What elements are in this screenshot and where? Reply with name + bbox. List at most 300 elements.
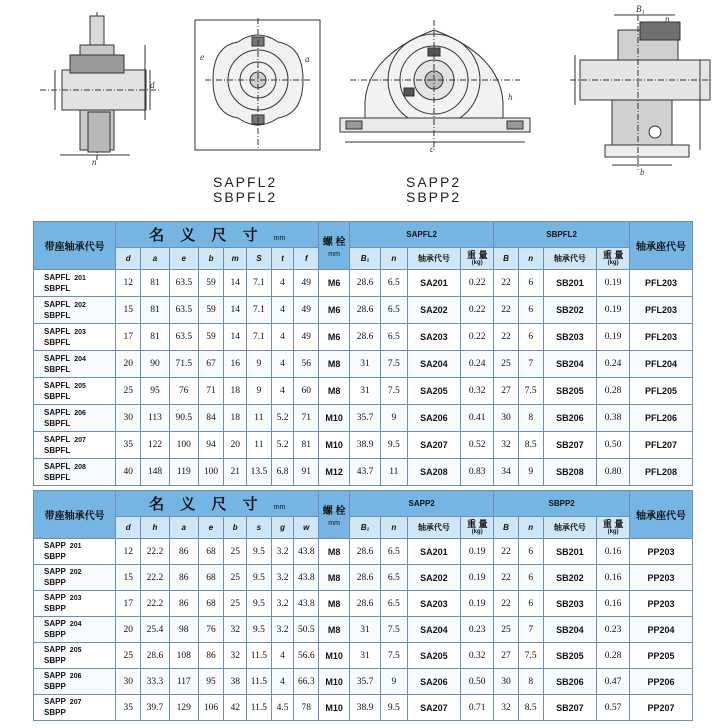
b-series-cell: SB205 bbox=[543, 643, 597, 669]
a-series-cell: 0.71 bbox=[461, 695, 494, 721]
flange-side-view bbox=[40, 12, 160, 160]
t2-bolt-title-text: 螺 栓 bbox=[322, 505, 346, 517]
dim-cell: 113 bbox=[141, 405, 170, 432]
b-series-cell: 0.19 bbox=[597, 324, 630, 351]
b-series-cell: 0.28 bbox=[597, 378, 630, 405]
dim-cell: 71 bbox=[294, 405, 319, 432]
t1-dim-col-1: a bbox=[141, 248, 170, 270]
b-series-cell: 7 bbox=[518, 617, 543, 643]
bearing-code-cell bbox=[34, 297, 116, 324]
a-series-cell: 28.6 bbox=[350, 565, 381, 591]
housing-code-cell: PFL203 bbox=[630, 297, 693, 324]
t2-dim-col-3: e bbox=[198, 517, 224, 539]
dim-cell: 14 bbox=[224, 297, 247, 324]
bearing-code-a: SAPP bbox=[44, 671, 66, 680]
t1-dim-title-text: 名 义 尺 寸 bbox=[149, 227, 264, 244]
a-series-cell: 0.22 bbox=[461, 297, 494, 324]
t2-dim-col-4: b bbox=[224, 517, 247, 539]
b-series-cell: 7.5 bbox=[518, 378, 543, 405]
t1-a-col-0: B₁ bbox=[350, 248, 381, 270]
b-series-cell: 22 bbox=[494, 324, 519, 351]
a-series-cell: 6.5 bbox=[380, 565, 407, 591]
b-series-cell: SB207 bbox=[543, 432, 597, 459]
bearing-code-a: SAPFL bbox=[44, 461, 71, 471]
dim-cell: 148 bbox=[141, 459, 170, 486]
t1-bolt-title-text: 螺 栓 bbox=[322, 236, 346, 248]
dim-cell: 38 bbox=[224, 669, 247, 695]
t2-b-weight-label: 重 量 bbox=[602, 519, 624, 529]
b-series-cell: 8 bbox=[518, 405, 543, 432]
b-series-cell: SB203 bbox=[543, 324, 597, 351]
dim-cell: 15 bbox=[116, 297, 141, 324]
a-series-cell: 0.41 bbox=[461, 405, 494, 432]
b-series-cell: 0.16 bbox=[597, 539, 630, 565]
a-series-cell: SA205 bbox=[407, 643, 461, 669]
b-series-cell: 34 bbox=[494, 459, 519, 486]
t2-b-col-1: n bbox=[518, 517, 543, 539]
housing-code-cell: PFL206 bbox=[630, 405, 693, 432]
t1-dim-col-5: S bbox=[247, 248, 272, 270]
dim-cell: 9.5 bbox=[247, 565, 272, 591]
a-series-cell: 0.22 bbox=[461, 270, 494, 297]
a-series-cell: 38.9 bbox=[350, 432, 381, 459]
dim-cell: 68 bbox=[198, 539, 224, 565]
b-series-cell: SB204 bbox=[543, 617, 597, 643]
bearing-code-a: SAPP bbox=[44, 593, 66, 602]
b-series-cell: 0.16 bbox=[597, 565, 630, 591]
bearing-code-a: SAPFL bbox=[44, 434, 71, 444]
a-series-cell: SA208 bbox=[407, 459, 461, 486]
dim-cell: 106 bbox=[198, 695, 224, 721]
b-series-cell: 7.5 bbox=[518, 643, 543, 669]
dim-cell: 43.8 bbox=[294, 539, 319, 565]
bearing-code-cell bbox=[34, 695, 116, 721]
dim-cell: 25 bbox=[224, 565, 247, 591]
b-series-cell: SB204 bbox=[543, 351, 597, 378]
t2-dim-col-6: g bbox=[271, 517, 294, 539]
b-series-cell: 0.16 bbox=[597, 591, 630, 617]
t2-dim-col-0: d bbox=[116, 517, 141, 539]
b-series-cell: 8 bbox=[518, 669, 543, 695]
dim-cell: 60 bbox=[294, 378, 319, 405]
a-series-cell: 0.24 bbox=[461, 351, 494, 378]
bearing-code-cell bbox=[34, 669, 116, 695]
table-row bbox=[34, 617, 693, 643]
bolt-cell: M8 bbox=[319, 539, 350, 565]
dim-cell: 71.5 bbox=[169, 351, 198, 378]
bearing-code-cell bbox=[34, 324, 116, 351]
a-series-cell: 28.6 bbox=[350, 270, 381, 297]
bearing-code-number: 203 bbox=[69, 595, 82, 602]
b-series-cell: SB205 bbox=[543, 378, 597, 405]
a-series-cell: 28.6 bbox=[350, 297, 381, 324]
t2-dim-title bbox=[116, 491, 319, 517]
b-series-cell: 25 bbox=[494, 617, 519, 643]
bearing-code-cell bbox=[34, 459, 116, 486]
b-series-cell: 32 bbox=[494, 432, 519, 459]
a-series-cell: 11 bbox=[380, 459, 407, 486]
t2-a-weight-col bbox=[461, 517, 494, 539]
bearing-code-b: SBPFL bbox=[44, 364, 71, 374]
a-series-cell: SA204 bbox=[407, 617, 461, 643]
dim-cell: 14 bbox=[224, 270, 247, 297]
a-series-cell: SA207 bbox=[407, 432, 461, 459]
b-series-cell: 6 bbox=[518, 591, 543, 617]
a-series-cell: 43.7 bbox=[350, 459, 381, 486]
bolt-cell: M10 bbox=[319, 643, 350, 669]
t1-b-col-1: n bbox=[518, 248, 543, 270]
dim-cell: 33.3 bbox=[141, 669, 170, 695]
a-series-cell: SA206 bbox=[407, 669, 461, 695]
b-series-cell: SB201 bbox=[543, 539, 597, 565]
dim-cell: 25 bbox=[116, 643, 141, 669]
t1-bolt-unit: mm bbox=[328, 250, 340, 258]
bearing-code-a: SAPFL bbox=[44, 299, 71, 309]
t1-b-weight-unit: (kg) bbox=[607, 260, 619, 266]
label-d-flange: d bbox=[150, 80, 155, 90]
t1-b-weight-label: 重 量 bbox=[602, 250, 624, 260]
bearing-code-a: SAPP bbox=[44, 645, 66, 654]
a-series-cell: 35.7 bbox=[350, 405, 381, 432]
housing-code-cell: PP203 bbox=[630, 539, 693, 565]
bearing-code-cell bbox=[34, 539, 116, 565]
dim-cell: 14 bbox=[224, 324, 247, 351]
t1-b-col-2: 轴承代号 bbox=[543, 248, 597, 270]
t1-dim-col-3: b bbox=[198, 248, 224, 270]
table-row bbox=[34, 539, 693, 565]
bearing-code-cell bbox=[34, 643, 116, 669]
a-series-cell: 7.5 bbox=[380, 617, 407, 643]
t1-b-weight-col bbox=[597, 248, 630, 270]
t1-a-col-1: n bbox=[380, 248, 407, 270]
label-e-flange: e bbox=[200, 52, 204, 62]
b-series-cell: 0.19 bbox=[597, 270, 630, 297]
bolt-cell: M10 bbox=[319, 405, 350, 432]
technical-drawings bbox=[0, 0, 713, 215]
a-series-cell: 0.83 bbox=[461, 459, 494, 486]
table-row bbox=[34, 669, 693, 695]
bearing-code-cell bbox=[34, 405, 116, 432]
bearing-code-number: 203 bbox=[74, 328, 86, 336]
a-series-cell: 6.5 bbox=[380, 591, 407, 617]
flange-spec-table bbox=[33, 221, 693, 486]
dim-cell: 11.5 bbox=[247, 695, 272, 721]
dim-cell: 59 bbox=[198, 270, 224, 297]
table-row bbox=[34, 297, 693, 324]
bearing-code-number: 206 bbox=[69, 673, 82, 680]
a-series-cell: 28.6 bbox=[350, 591, 381, 617]
bolt-cell: M8 bbox=[319, 565, 350, 591]
a-series-cell: 0.22 bbox=[461, 324, 494, 351]
dim-cell: 20 bbox=[116, 351, 141, 378]
bearing-code-number: 205 bbox=[74, 382, 86, 390]
t2-a-col-2: 轴承代号 bbox=[407, 517, 461, 539]
a-series-cell: 0.19 bbox=[461, 565, 494, 591]
table-row bbox=[34, 270, 693, 297]
caption-pillow-line2: SBPP2 bbox=[406, 189, 462, 205]
label-a-flange: a bbox=[305, 54, 310, 64]
bearing-code-number: 206 bbox=[74, 409, 86, 417]
t2-b-col-0: B bbox=[494, 517, 519, 539]
b-series-cell: 22 bbox=[494, 591, 519, 617]
dim-cell: 91 bbox=[294, 459, 319, 486]
dim-cell: 59 bbox=[198, 297, 224, 324]
dim-cell: 50.5 bbox=[294, 617, 319, 643]
dim-cell: 3.2 bbox=[271, 539, 294, 565]
a-series-cell: 0.23 bbox=[461, 617, 494, 643]
dim-cell: 11 bbox=[247, 405, 272, 432]
bearing-code-number: 201 bbox=[74, 274, 86, 282]
a-series-cell: 0.19 bbox=[461, 539, 494, 565]
bearing-code-cell bbox=[34, 591, 116, 617]
table-row bbox=[34, 643, 693, 669]
dim-cell: 81 bbox=[141, 270, 170, 297]
dim-cell: 122 bbox=[141, 432, 170, 459]
dim-cell: 3.2 bbox=[271, 591, 294, 617]
bolt-cell: M10 bbox=[319, 669, 350, 695]
housing-code-cell: PP203 bbox=[630, 591, 693, 617]
bolt-cell: M6 bbox=[319, 324, 350, 351]
b-series-cell: 0.19 bbox=[597, 297, 630, 324]
table-row bbox=[34, 378, 693, 405]
bolt-cell: M10 bbox=[319, 432, 350, 459]
bearing-code-b: SBPP bbox=[44, 708, 66, 717]
dim-cell: 81 bbox=[294, 432, 319, 459]
dim-cell: 9.5 bbox=[247, 539, 272, 565]
t2-dim-col-2: a bbox=[169, 517, 198, 539]
t2-group-b: SBPP2 bbox=[494, 491, 630, 517]
bolt-cell: M6 bbox=[319, 270, 350, 297]
bearing-code-number: 207 bbox=[74, 436, 86, 444]
a-series-cell: 31 bbox=[350, 643, 381, 669]
a-series-cell: 7.5 bbox=[380, 378, 407, 405]
t2-dim-title-text: 名 义 尺 寸 bbox=[149, 496, 264, 513]
b-series-cell: 22 bbox=[494, 565, 519, 591]
dim-cell: 117 bbox=[169, 669, 198, 695]
dim-cell: 16 bbox=[224, 351, 247, 378]
t2-housing-title: 轴承座代号 bbox=[630, 491, 693, 539]
dim-cell: 7.1 bbox=[247, 297, 272, 324]
dim-cell: 20 bbox=[224, 432, 247, 459]
dim-cell: 7.1 bbox=[247, 270, 272, 297]
dim-cell: 42 bbox=[224, 695, 247, 721]
bearing-code-cell bbox=[34, 378, 116, 405]
dim-cell: 22.2 bbox=[141, 565, 170, 591]
t1-group-a: SAPFL2 bbox=[350, 222, 494, 248]
bearing-code-b: SBPP bbox=[44, 656, 66, 665]
a-series-cell: SA202 bbox=[407, 565, 461, 591]
a-series-cell: SA201 bbox=[407, 270, 461, 297]
bearing-code-number: 202 bbox=[69, 569, 82, 576]
table-row bbox=[34, 351, 693, 378]
dim-cell: 25.4 bbox=[141, 617, 170, 643]
bolt-cell: M10 bbox=[319, 695, 350, 721]
housing-code-cell: PP205 bbox=[630, 643, 693, 669]
b-series-cell: 0.80 bbox=[597, 459, 630, 486]
t2-group-a: SAPP2 bbox=[350, 491, 494, 517]
caption-pillow-line1: SAPP2 bbox=[406, 174, 462, 190]
b-series-cell: 9 bbox=[518, 459, 543, 486]
bearing-code-number: 204 bbox=[74, 355, 86, 363]
t2-dim-col-1: h bbox=[141, 517, 170, 539]
a-series-cell: SA203 bbox=[407, 591, 461, 617]
t2-code-title: 带座轴承代号 bbox=[34, 491, 116, 539]
t1-dim-unit: mm bbox=[273, 235, 286, 242]
bearing-code-cell bbox=[34, 432, 116, 459]
t2-dim-unit: mm bbox=[273, 504, 286, 511]
bolt-cell: M6 bbox=[319, 297, 350, 324]
table-row bbox=[34, 432, 693, 459]
dim-cell: 9 bbox=[247, 351, 272, 378]
bearing-code-a: SAPFL bbox=[44, 326, 71, 336]
a-series-cell: 0.19 bbox=[461, 591, 494, 617]
t2-a-weight-label: 重 量 bbox=[466, 519, 488, 529]
dim-cell: 32 bbox=[224, 617, 247, 643]
a-series-cell: 6.5 bbox=[380, 539, 407, 565]
dim-cell: 43.8 bbox=[294, 591, 319, 617]
dim-cell: 49 bbox=[294, 270, 319, 297]
table-row bbox=[34, 324, 693, 351]
b-series-cell: SB207 bbox=[543, 695, 597, 721]
dim-cell: 4 bbox=[271, 669, 294, 695]
a-series-cell: 0.50 bbox=[461, 669, 494, 695]
label-c-pillow: c bbox=[430, 144, 434, 154]
bearing-code-b: SBPFL bbox=[44, 337, 71, 347]
caption-flange-line1: SAPFL2 bbox=[213, 174, 278, 190]
t1-dim-col-0: d bbox=[116, 248, 141, 270]
dim-cell: 90 bbox=[141, 351, 170, 378]
housing-code-cell: PFL203 bbox=[630, 324, 693, 351]
bearing-code-b: SBPP bbox=[44, 552, 66, 561]
bearing-code-b: SBPFL bbox=[44, 472, 71, 482]
b-series-cell: 22 bbox=[494, 539, 519, 565]
pillow-spec-table bbox=[33, 490, 693, 721]
a-series-cell: 0.32 bbox=[461, 378, 494, 405]
bearing-code-a: SAPP bbox=[44, 619, 66, 628]
a-series-cell: 28.6 bbox=[350, 324, 381, 351]
a-series-cell: 9.5 bbox=[380, 695, 407, 721]
dim-cell: 71 bbox=[198, 378, 224, 405]
dim-cell: 43.8 bbox=[294, 565, 319, 591]
dim-cell: 66.3 bbox=[294, 669, 319, 695]
b-series-cell: 25 bbox=[494, 351, 519, 378]
a-series-cell: SA205 bbox=[407, 378, 461, 405]
a-series-cell: 28.6 bbox=[350, 539, 381, 565]
dim-cell: 11.5 bbox=[247, 643, 272, 669]
dim-cell: 81 bbox=[141, 297, 170, 324]
bearing-code-b: SBPFL bbox=[44, 445, 71, 455]
housing-code-cell: PP206 bbox=[630, 669, 693, 695]
caption-flange-line2: SBPFL2 bbox=[213, 189, 278, 205]
dim-cell: 4 bbox=[271, 324, 294, 351]
t1-housing-title: 轴承座代号 bbox=[630, 222, 693, 270]
dim-cell: 95 bbox=[141, 378, 170, 405]
dim-cell: 68 bbox=[198, 591, 224, 617]
dim-cell: 78 bbox=[294, 695, 319, 721]
t2-bolt-title bbox=[319, 491, 350, 539]
dim-cell: 76 bbox=[169, 378, 198, 405]
b-series-cell: 6 bbox=[518, 297, 543, 324]
dim-cell: 98 bbox=[169, 617, 198, 643]
bearing-code-b: SBPFL bbox=[44, 418, 71, 428]
housing-code-cell: PFL207 bbox=[630, 432, 693, 459]
bearing-code-number: 201 bbox=[69, 543, 82, 550]
dim-cell: 12 bbox=[116, 539, 141, 565]
dim-cell: 25 bbox=[224, 591, 247, 617]
bearing-code-number: 205 bbox=[69, 647, 82, 654]
dim-cell: 4 bbox=[271, 351, 294, 378]
dim-cell: 28.6 bbox=[141, 643, 170, 669]
b-series-cell: 32 bbox=[494, 695, 519, 721]
dim-cell: 5.2 bbox=[271, 405, 294, 432]
dim-cell: 22.2 bbox=[141, 539, 170, 565]
dim-cell: 95 bbox=[198, 669, 224, 695]
a-series-cell: SA204 bbox=[407, 351, 461, 378]
bearing-code-number: 202 bbox=[74, 301, 86, 309]
dim-cell: 39.7 bbox=[141, 695, 170, 721]
label-n-flange: n bbox=[92, 157, 97, 167]
b-series-cell: 27 bbox=[494, 643, 519, 669]
a-series-cell: 9.5 bbox=[380, 432, 407, 459]
b-series-cell: 8.5 bbox=[518, 695, 543, 721]
dim-cell: 86 bbox=[198, 643, 224, 669]
t2-a-weight-unit: (kg) bbox=[471, 529, 483, 535]
bolt-cell: M8 bbox=[319, 591, 350, 617]
dim-cell: 22.2 bbox=[141, 591, 170, 617]
t2-b-weight-unit: (kg) bbox=[607, 529, 619, 535]
b-series-cell: 8.5 bbox=[518, 432, 543, 459]
b-series-cell: 6 bbox=[518, 539, 543, 565]
t1-a-col-2: 轴承代号 bbox=[407, 248, 461, 270]
bearing-code-a: SAPFL bbox=[44, 353, 71, 363]
t1-dim-col-2: e bbox=[169, 248, 198, 270]
dim-cell: 32 bbox=[224, 643, 247, 669]
table-row bbox=[34, 405, 693, 432]
dim-cell: 12 bbox=[116, 270, 141, 297]
housing-code-cell: PFL204 bbox=[630, 351, 693, 378]
dim-cell: 25 bbox=[116, 378, 141, 405]
dim-cell: 49 bbox=[294, 324, 319, 351]
dim-cell: 18 bbox=[224, 405, 247, 432]
dim-cell: 86 bbox=[169, 539, 198, 565]
bolt-cell: M8 bbox=[319, 617, 350, 643]
dim-cell: 4 bbox=[271, 378, 294, 405]
b-series-cell: 27 bbox=[494, 378, 519, 405]
t2-a-col-0: B₁ bbox=[350, 517, 381, 539]
bearing-code-a: SAPFL bbox=[44, 407, 71, 417]
a-series-cell: 31 bbox=[350, 617, 381, 643]
b-series-cell: SB206 bbox=[543, 405, 597, 432]
a-series-cell: 9 bbox=[380, 405, 407, 432]
a-series-cell: 7.5 bbox=[380, 351, 407, 378]
b-series-cell: 6 bbox=[518, 565, 543, 591]
label-h-pillow: h bbox=[508, 92, 513, 102]
a-series-cell: 6.5 bbox=[380, 297, 407, 324]
a-series-cell: 31 bbox=[350, 351, 381, 378]
housing-code-cell: PP207 bbox=[630, 695, 693, 721]
table-row bbox=[34, 459, 693, 486]
t2-dim-col-7: w bbox=[294, 517, 319, 539]
dim-cell: 9 bbox=[247, 378, 272, 405]
label-b1-side: B₁ bbox=[636, 4, 645, 14]
dim-cell: 68 bbox=[198, 565, 224, 591]
dim-cell: 84 bbox=[198, 405, 224, 432]
bearing-code-b: SBPP bbox=[44, 630, 66, 639]
label-n-side: n bbox=[665, 14, 670, 24]
a-series-cell: 0.32 bbox=[461, 643, 494, 669]
housing-code-cell: PFL205 bbox=[630, 378, 693, 405]
bearing-code-number: 208 bbox=[74, 463, 86, 471]
